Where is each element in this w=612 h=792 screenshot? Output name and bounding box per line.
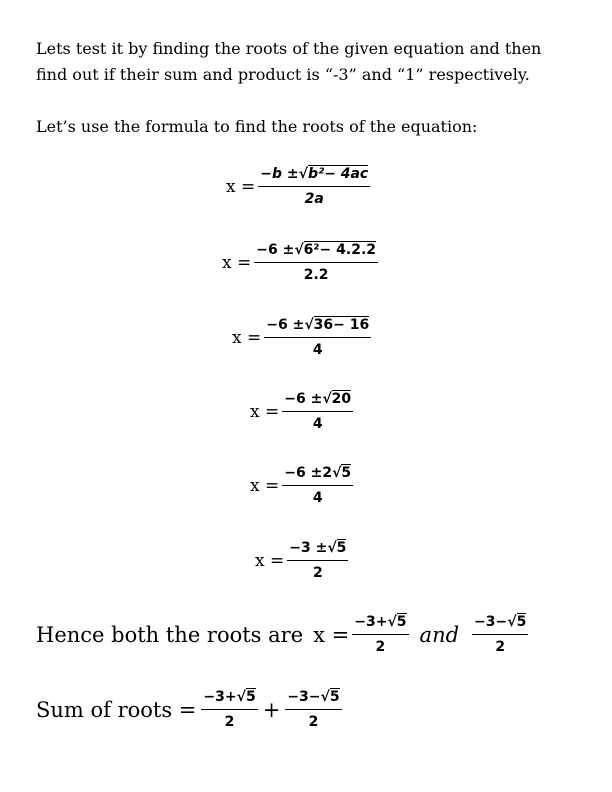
numerator — [282, 391, 353, 412]
radicand: b²− 4ac — [307, 166, 369, 182]
plus-sign: + — [262, 698, 281, 722]
equation-step-4 — [250, 391, 354, 433]
numerator — [352, 614, 408, 635]
fraction — [282, 465, 353, 507]
radicand: 6²− 4.2.2 — [303, 242, 377, 258]
numerator — [254, 242, 378, 263]
fraction-root-1 — [352, 614, 408, 656]
and-word: and — [419, 623, 460, 647]
numerator-prefix: −6 ±√ — [256, 242, 304, 258]
radicand: 5 — [329, 689, 340, 705]
denominator: 4 — [312, 416, 323, 432]
numerator — [285, 689, 341, 710]
numerator-prefix: −3−√ — [287, 689, 330, 705]
fraction — [264, 317, 371, 359]
numerator-prefix: −3 ±√ — [289, 540, 337, 556]
numerator — [201, 689, 257, 710]
fraction — [254, 242, 378, 284]
equation-step-2 — [222, 242, 379, 284]
variable-b: b — [271, 166, 283, 182]
equation-lhs: x = — [226, 177, 256, 197]
intro-line-3: Let’s use the formula to find the roots of the equation: — [36, 117, 478, 136]
equation-lhs: x = — [250, 476, 280, 496]
numerator — [282, 465, 353, 486]
numerator-prefix: −3+√ — [203, 689, 246, 705]
equation-quadratic-formula — [226, 166, 371, 208]
equation-lhs: x = — [255, 551, 285, 571]
sum-of-roots-statement — [36, 689, 343, 731]
denominator: 2.2 — [303, 267, 329, 283]
plus-minus-root: ±√ — [282, 166, 308, 182]
equation-lhs: x = — [222, 253, 252, 273]
radicand: 5 — [516, 614, 527, 630]
numerator — [264, 317, 371, 338]
radicand: 5 — [341, 465, 352, 481]
numerator-prefix: −6 ±√ — [266, 317, 314, 333]
equation-step-3 — [232, 317, 372, 359]
denominator: 2 — [224, 714, 235, 730]
fraction-sum-2 — [285, 689, 341, 731]
denominator: 2 — [375, 639, 386, 655]
radicand: 5 — [396, 614, 407, 630]
radicand: 20 — [331, 391, 352, 407]
equation-step-6 — [255, 540, 349, 582]
minus-sign: − — [260, 166, 272, 182]
denominator: 4 — [312, 342, 323, 358]
fraction — [282, 391, 353, 433]
denominator: 2 — [312, 565, 323, 581]
denominator: 2 — [495, 639, 506, 655]
numerator — [472, 614, 528, 635]
intro-line-2: find out if their sum and product is “-3” and “1” respectively. — [36, 65, 530, 84]
fraction-sum-1 — [201, 689, 257, 731]
fraction — [287, 540, 348, 582]
numerator-prefix: −6 ±√ — [284, 391, 332, 407]
fraction-root-2 — [472, 614, 528, 656]
numerator-prefix: −6 ±2√ — [284, 465, 342, 481]
numerator-prefix: −3−√ — [474, 614, 517, 630]
numerator-prefix: −3+√ — [354, 614, 397, 630]
radicand: 36− 16 — [313, 317, 370, 333]
equation-step-5 — [250, 465, 354, 507]
intro-line-1: Lets test it by finding the roots of the given equation and then — [36, 39, 542, 58]
denominator: 2 — [308, 714, 319, 730]
roots-text: Hence both the roots are — [36, 623, 304, 647]
denominator: 4 — [312, 490, 323, 506]
numerator — [287, 540, 348, 561]
sum-text: Sum of roots = — [36, 698, 197, 722]
numerator — [258, 166, 370, 187]
fraction — [258, 166, 370, 208]
equation-lhs: x = — [250, 402, 280, 422]
equation-lhs: x = — [232, 328, 262, 348]
denominator: 2a — [304, 191, 324, 207]
equation-lhs: x = — [313, 623, 350, 647]
roots-statement — [36, 614, 529, 656]
radicand: 5 — [245, 689, 256, 705]
radicand: 5 — [336, 540, 347, 556]
